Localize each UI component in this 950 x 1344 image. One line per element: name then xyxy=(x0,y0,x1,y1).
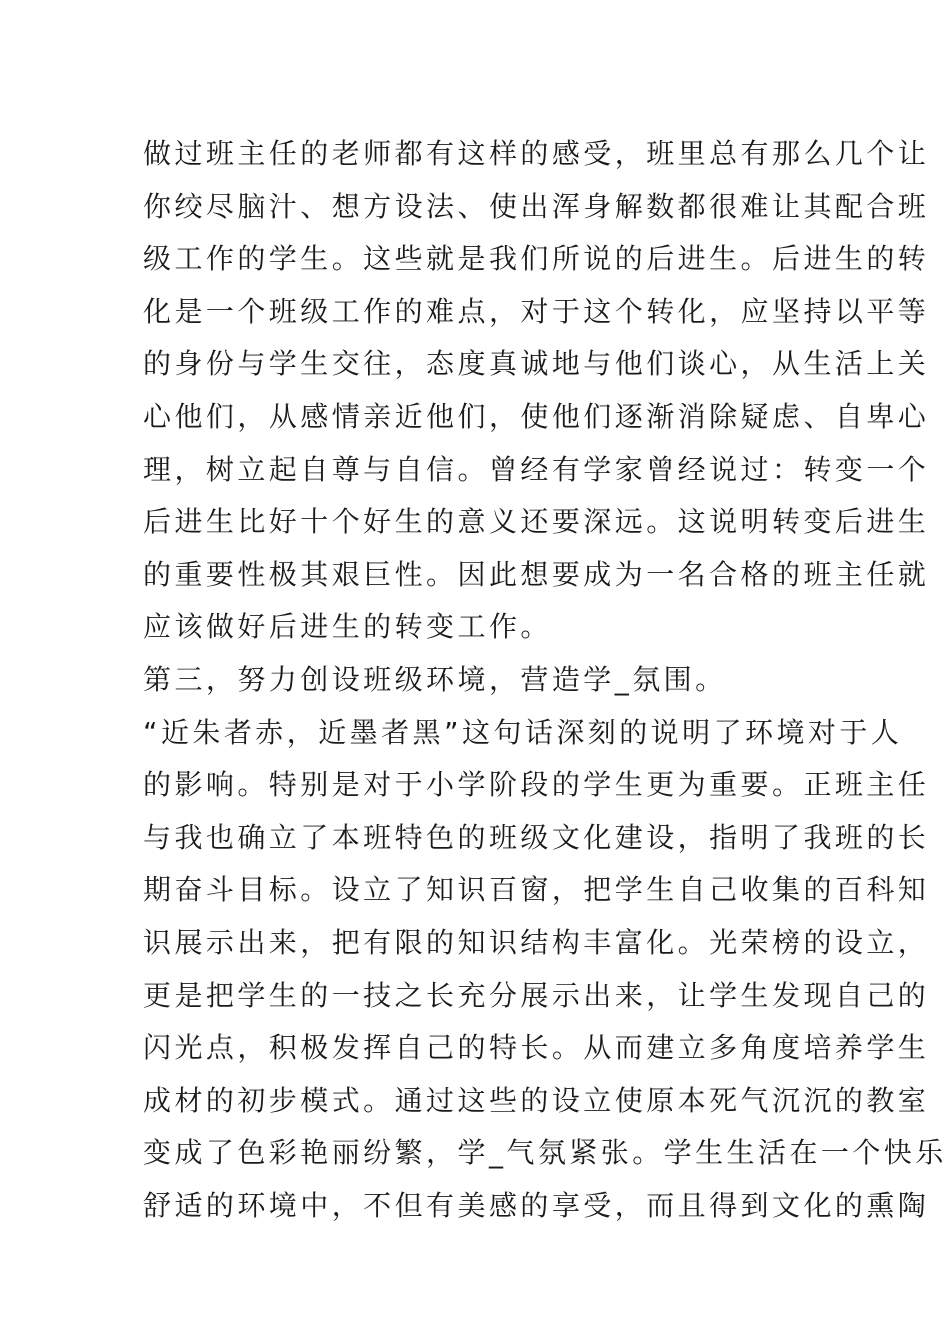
text-line: 级工作的学生。这些就是我们所说的后进生。后进生的转 xyxy=(143,242,930,276)
text-line: 应该做好后进生的转变工作。 xyxy=(143,610,552,644)
text-line: 后进生比好十个好生的意义还要深远。这说明转变后进生 xyxy=(143,505,930,539)
text-line: 化是一个班级工作的难点，对于这个转化，应坚持以平等 xyxy=(143,294,930,328)
text-line: 心他们，从感情亲近他们，使他们逐渐消除疑虑、自卑心 xyxy=(143,399,930,433)
text-line: 你绞尽脑汁、想方设法、使出浑身解数都很难让其配合班 xyxy=(143,189,930,223)
text-line: 成材的初步模式。通过这些的设立使原本死气沉沉的教室 xyxy=(143,1083,930,1117)
text-line: 做过班主任的老师都有这样的感受，班里总有那么几个让 xyxy=(143,137,930,170)
text-line: 的身份与学生交往，态度真诚地与他们谈心，从生活上关 xyxy=(143,347,930,381)
text-line: 舒适的环境中，不但有美感的享受，而且得到文化的熏陶 xyxy=(143,1188,930,1222)
text-line: 更是把学生的一技之长充分展示出来，让学生发现自己的 xyxy=(143,978,930,1012)
text-line: 期奋斗目标。设立了知识百窗，把学生自己收集的百科知 xyxy=(143,873,930,907)
text-line: 闪光点，积极发挥自己的特长。从而建立多角度培养学生 xyxy=(143,1031,930,1065)
text-line: 理，树立起自尊与自信。曾经有学家曾经说过：转变一个 xyxy=(143,452,930,486)
text-line: 的影响。特别是对于小学阶段的学生更为重要。正班主任 xyxy=(143,768,930,802)
body-text xyxy=(143,128,947,1232)
text-line: “近朱者赤，近墨者黑”这句话深刻的说明了环境对于人 xyxy=(143,715,903,749)
text-line: 识展示出来，把有限的知识结构丰富化。光荣榜的设立， xyxy=(143,925,930,959)
text-line: 变成了色彩艳丽纷繁，学_气氛紧张。学生生活在一个快乐 xyxy=(143,1136,947,1170)
section-heading: 第三，努力创设班级环境，营造学_氛围。 xyxy=(143,662,727,696)
text-line: 的重要性极其艰巨性。因此想要成为一名合格的班主任就 xyxy=(143,557,930,591)
text-line: 与我也确立了本班特色的班级文化建设，指明了我班的长 xyxy=(143,820,930,854)
